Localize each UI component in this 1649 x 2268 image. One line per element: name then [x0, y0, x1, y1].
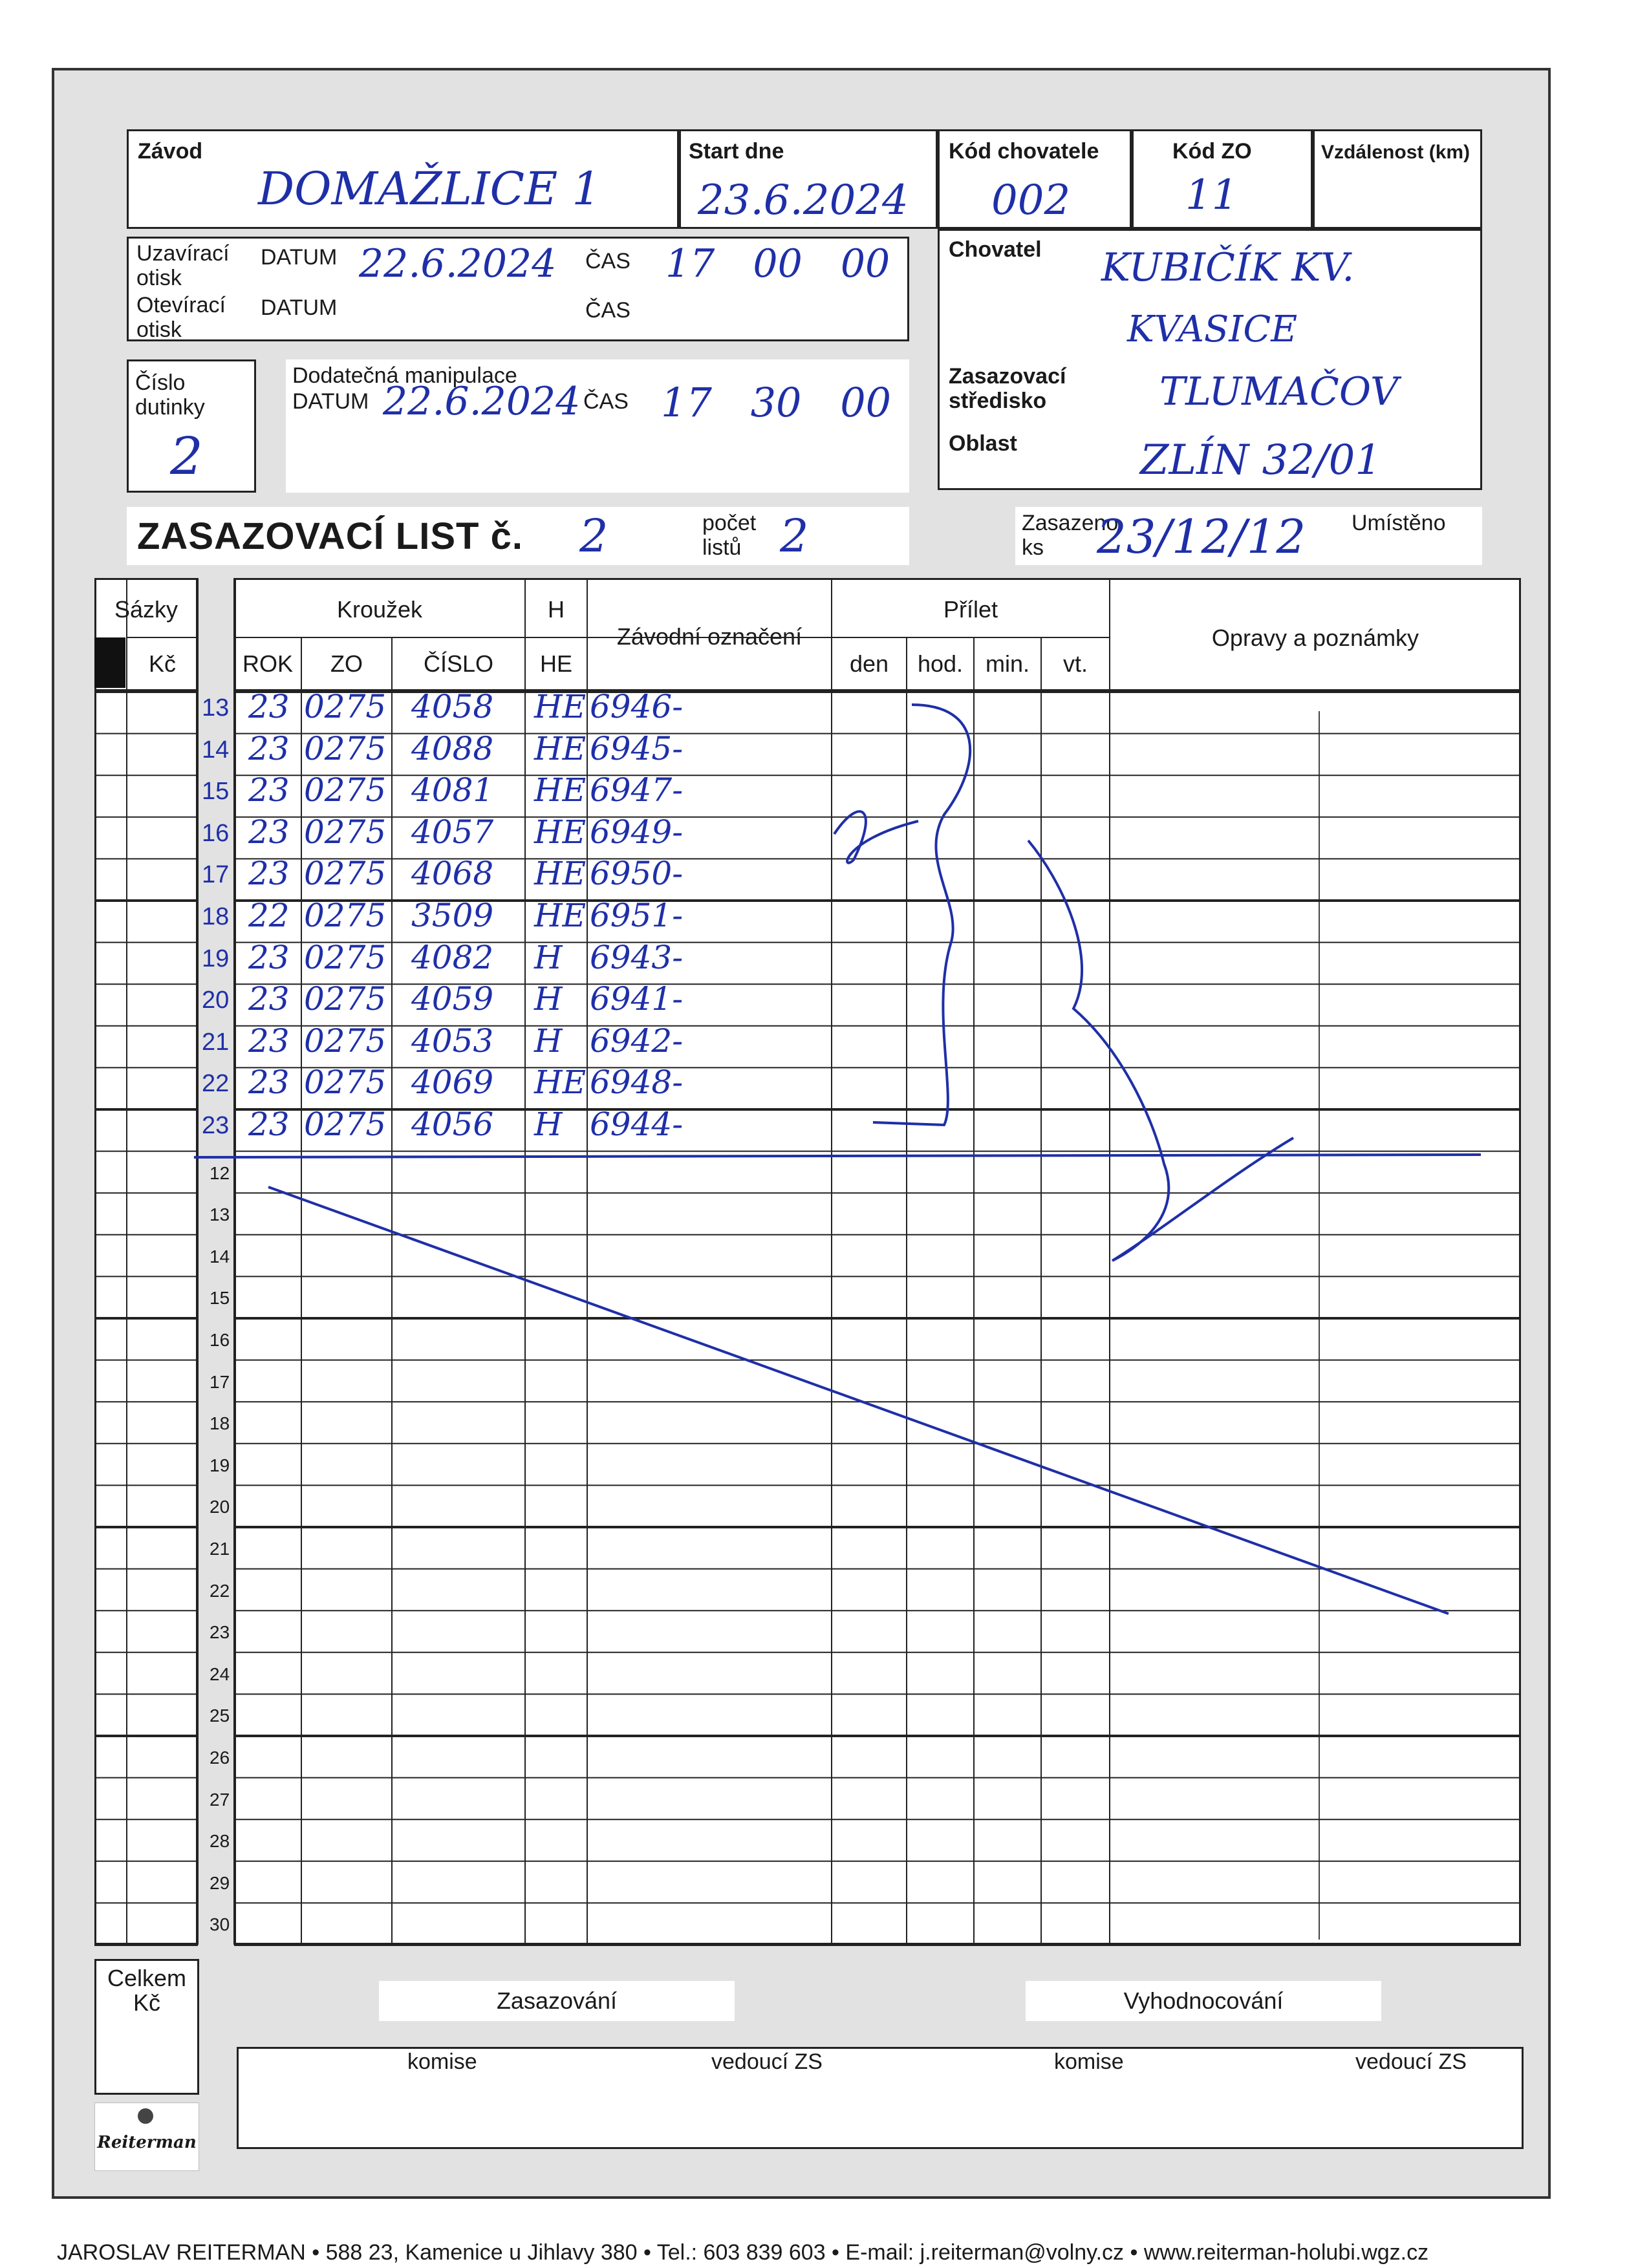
komise-label-2: komise: [1054, 2049, 1124, 2074]
dutinka-label: Číslo dutinky: [135, 370, 205, 420]
row-number: 14: [210, 1246, 230, 1267]
row-zo: 0275: [304, 729, 387, 767]
zero-mark-ink: [834, 811, 918, 862]
row-number: 21: [210, 1539, 230, 1559]
row-zavodni: 6947-: [590, 771, 684, 809]
pocet-value: 2: [780, 509, 809, 562]
h-header: H: [548, 596, 565, 623]
vyhodnocovani-label: Vyhodnocování: [1123, 1987, 1284, 2014]
signoff-ink: [1028, 840, 1293, 1261]
oteviraci-cas-label: ČAS: [585, 298, 630, 323]
row-rok: 23: [248, 938, 290, 976]
he-header: HE: [539, 650, 572, 677]
row-index: 13: [202, 694, 230, 722]
footer-text: JAROSLAV REITERMAN • 588 23, Kamenice u Jihlavy 380 • Tel.: 603 839 603 • E-mail: j.reiterman@volny.cz • www.reiterman-holubi.wgz.cz: [57, 2240, 1429, 2265]
celkem-label: Celkem Kč: [107, 1965, 187, 2016]
row-rok: 23: [248, 1106, 290, 1143]
row-number: 23: [210, 1622, 230, 1643]
sazky-header: Sázky: [114, 596, 178, 623]
row-zavodni: 6942-: [590, 1022, 684, 1060]
stredisko-label: Zasazovací středisko: [949, 364, 1066, 413]
zasazeno-label: Zasazeno ks: [1022, 511, 1119, 560]
uzaviraci-datum-value: 22.6.2024: [359, 241, 557, 286]
row-zo: 0275: [304, 938, 387, 976]
uzaviraci-cas-value: 17 00 00: [665, 241, 890, 286]
row-h: HE: [534, 813, 587, 851]
row-zo: 0275: [304, 980, 387, 1018]
row-index: 22: [202, 1070, 230, 1098]
row-index: 16: [202, 819, 230, 847]
row-number: 28: [210, 1831, 230, 1852]
chovatel-name: KUBIČÍK KV.: [1101, 245, 1355, 290]
row-rok: 23: [248, 1022, 290, 1060]
vedouci-label-1: vedoucí ZS: [711, 2049, 823, 2074]
list-number: 2: [579, 509, 609, 562]
row-cislo: 4081: [411, 771, 494, 809]
pocet-label: počet listů: [702, 511, 757, 560]
opravy-header: Opravy a poznámky: [1211, 625, 1419, 651]
row-number: 22: [210, 1580, 230, 1601]
row-number: 12: [210, 1162, 230, 1183]
hod-header: hod.: [917, 650, 964, 677]
zavod-value: DOMAŽLICE 1: [258, 162, 601, 215]
row-cislo: 4058: [411, 688, 494, 725]
row-h: HE: [534, 688, 587, 725]
row-number: 27: [210, 1789, 230, 1810]
row-number: 18: [210, 1413, 230, 1434]
row-index: 18: [202, 903, 230, 930]
uzaviraci-cas-label: ČAS: [585, 249, 630, 273]
manipulace-datum-label: DATUM: [292, 389, 369, 414]
zo-header: ZO: [330, 650, 363, 677]
row-h: HE: [534, 897, 587, 934]
row-cislo: 3509: [411, 897, 494, 934]
row-rok: 23: [248, 688, 290, 725]
manipulace-cas-value: 17 30 00: [661, 379, 892, 426]
zasazovani-box: [379, 1981, 735, 2021]
min-header: min.: [985, 650, 1029, 677]
zasazovani-label: Zasazování: [496, 1987, 618, 2014]
den-header: den: [849, 650, 889, 677]
row-zavodni: 6944-: [590, 1106, 684, 1143]
row-cislo: 4068: [411, 855, 494, 893]
cislo-header: ČÍSLO: [423, 650, 494, 677]
zavodni-header: Závodní označení: [616, 623, 803, 650]
row-zavodni: 6950-: [590, 855, 684, 893]
row-cislo: 4056: [411, 1106, 494, 1143]
row-zo: 0275: [304, 688, 387, 725]
krouzek-header: Kroužek: [336, 596, 423, 623]
umisteno-label: Umístěno: [1352, 511, 1446, 535]
row-zavodni: 6945-: [590, 729, 684, 767]
row-zo: 0275: [304, 1064, 387, 1102]
row-cislo: 4053: [411, 1022, 494, 1060]
kod-chovatele-value: 002: [991, 177, 1071, 224]
row-rok: 23: [248, 980, 290, 1018]
row-h: HE: [534, 729, 587, 767]
row-zo: 0275: [304, 1022, 387, 1060]
kod-zo-value: 11: [1185, 171, 1238, 219]
chovatel-label: Chovatel: [949, 237, 1042, 262]
cancel-diagonal-ink: [268, 1187, 1449, 1614]
kc-header: Kč: [148, 650, 176, 677]
row-rok: 23: [248, 729, 290, 767]
row-zo: 0275: [304, 855, 387, 893]
logo-text: Reiterman: [97, 2133, 197, 2152]
reiterman-logo-box: [94, 2102, 199, 2171]
kod-chovatele-label: Kód chovatele: [949, 139, 1099, 164]
row-number: 19: [210, 1455, 230, 1475]
zavod-label: Závod: [138, 139, 203, 164]
oteviraci-label: Otevírací otisk: [136, 293, 226, 342]
row-cislo: 4059: [411, 980, 494, 1018]
komise-label-1: komise: [407, 2049, 477, 2074]
dutinka-value: 2: [170, 426, 203, 486]
row-h: H: [534, 938, 563, 976]
row-h: HE: [534, 771, 587, 809]
celkem-box: [94, 1959, 199, 2095]
chovatel-place: KVASICE: [1127, 308, 1298, 350]
row-zavodni: 6943-: [590, 938, 684, 976]
row-zo: 0275: [304, 813, 387, 851]
stredisko-value: TLUMAČOV: [1159, 369, 1399, 414]
row-number: 20: [210, 1497, 230, 1517]
vzdalenost-label: Vzdálenost (km): [1321, 142, 1471, 163]
start-label: Start dne: [689, 139, 784, 164]
row-h: H: [534, 980, 563, 1018]
row-zavodni: 6946-: [590, 688, 684, 725]
row-rok: 23: [248, 813, 290, 851]
row-number: 30: [210, 1914, 230, 1935]
row-number: 25: [210, 1706, 230, 1726]
row-zavodni: 6951-: [590, 897, 684, 934]
row-number: 24: [210, 1664, 230, 1684]
vt-header: vt.: [1062, 650, 1088, 677]
row-h: HE: [534, 1064, 587, 1102]
row-number: 17: [210, 1371, 230, 1392]
row-number: 13: [210, 1204, 230, 1225]
row-rok: 23: [248, 1064, 290, 1102]
row-index: 21: [202, 1028, 230, 1056]
row-index: 15: [202, 778, 230, 806]
zasazeno-mark: 23/12/12: [1097, 509, 1306, 564]
row-h: H: [534, 1106, 563, 1143]
manipulace-datum-value: 22.6.2024: [383, 379, 581, 424]
row-h: H: [534, 1022, 563, 1060]
row-number: 29: [210, 1872, 230, 1893]
vedouci-label-2: vedoucí ZS: [1355, 2049, 1467, 2074]
row-number: 15: [210, 1288, 230, 1309]
vyhodnocovani-box: [1026, 1981, 1381, 2021]
row-rok: 23: [248, 855, 290, 893]
manipulace-label: Dodatečná manipulace: [292, 363, 517, 388]
row-zo: 0275: [304, 771, 387, 809]
uzaviraci-datum-label: DATUM: [261, 245, 338, 270]
row-rok: 22: [248, 897, 290, 934]
oblast-label: Oblast: [949, 431, 1017, 456]
bracket-ink: [873, 705, 970, 1125]
row-h: HE: [534, 855, 587, 893]
uzaviraci-label: Uzavírací otisk: [136, 241, 230, 290]
underline-ink: [194, 1155, 1481, 1157]
start-value: 23.6.2024: [698, 177, 909, 224]
row-index: 14: [202, 736, 230, 764]
row-cislo: 4057: [411, 813, 494, 851]
row-zavodni: 6948-: [590, 1064, 684, 1102]
row-number: 16: [210, 1330, 230, 1350]
row-cislo: 4069: [411, 1064, 494, 1102]
pigeon-logo-icon: [138, 2108, 153, 2124]
manipulace-cas-label: ČAS: [583, 389, 629, 414]
row-zavodni: 6941-: [590, 980, 684, 1018]
list-title: ZASAZOVACÍ LIST č.: [137, 515, 523, 557]
rok-header: ROK: [242, 650, 293, 677]
row-number: 26: [210, 1748, 230, 1768]
row-rok: 23: [248, 771, 290, 809]
row-cislo: 4082: [411, 938, 494, 976]
row-cislo: 4088: [411, 729, 494, 767]
row-index: 17: [202, 861, 230, 889]
row-zo: 0275: [304, 1106, 387, 1143]
oblast-value: ZLÍN 32/01: [1140, 436, 1382, 484]
row-zavodni: 6949-: [590, 813, 684, 851]
row-index: 19: [202, 945, 230, 972]
row-zo: 0275: [304, 897, 387, 934]
kod-zo-label: Kód ZO: [1172, 139, 1252, 164]
row-index: 23: [202, 1112, 230, 1139]
row-index: 20: [202, 987, 230, 1014]
prilet-header: Přílet: [943, 596, 998, 623]
oteviraci-datum-label: DATUM: [261, 295, 338, 320]
